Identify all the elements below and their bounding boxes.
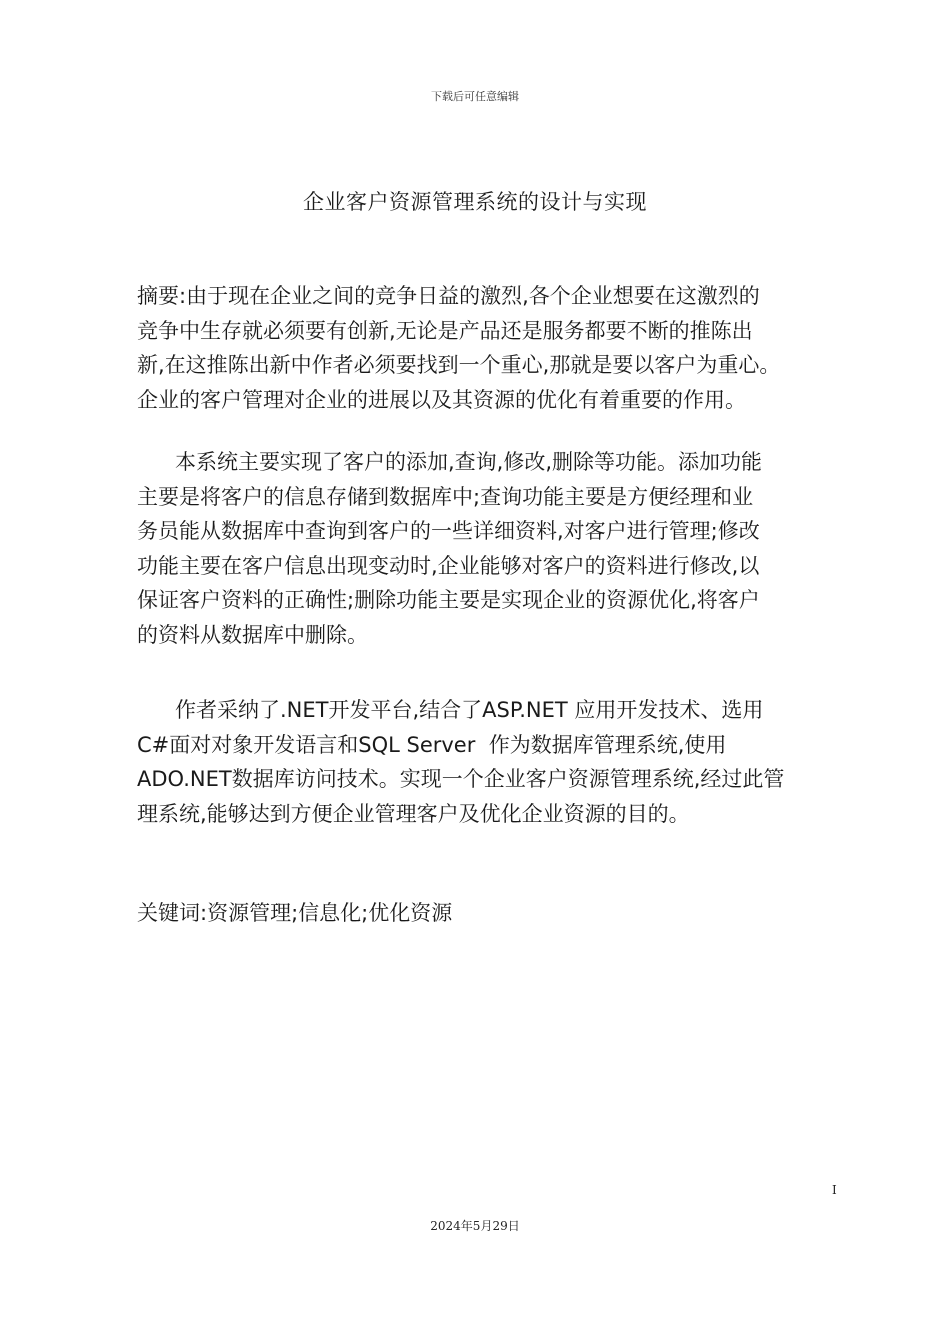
abstract-paragraph: [137, 279, 837, 417]
system-features-paragraph: [137, 445, 837, 652]
text-line: 新,在这推陈出新中作者必须要找到一个重心,那就是要以客户为重心。: [137, 353, 781, 377]
text-line: 作者采纳了.NET开发平台,结合了ASP.NET 应用开发技术、选用: [175, 698, 764, 722]
text-line: 保证客户资料的正确性;删除功能主要是实现企业的资源优化,将客户: [137, 588, 760, 612]
text-line: 功能主要在客户信息出现变动时,企业能够对客户的资料进行修改,以: [137, 553, 760, 578]
document-title: 企业客户资源管理系统的设计与实现: [303, 190, 647, 214]
technology-paragraph: [137, 693, 837, 831]
keywords-line: 关键词:资源管理;信息化;优化资源: [137, 901, 453, 925]
text-line: ADO.NET数据库访问技术。实现一个企业客户资源管理系统,经过此管: [137, 767, 785, 791]
text-line: 务员能从数据库中查询到客户的一些详细资料,对客户进行管理;修改: [137, 519, 760, 543]
text-line: C#面对对象开发语言和SQL Server 作为数据库管理系统,使用: [137, 732, 727, 757]
text-line: 理系统,能够达到方便企业管理客户及优化企业资源的目的。: [137, 801, 690, 826]
footer-date: 2024年5月29日: [430, 1219, 520, 1233]
page-header: 下载后可任意编辑: [431, 90, 519, 103]
text-line: 本系统主要实现了客户的添加,查询,修改,删除等功能。添加功能: [175, 450, 763, 474]
text-line: 企业的客户管理对企业的进展以及其资源的优化有着重要的作用。: [137, 387, 746, 412]
page-number: I: [832, 1183, 837, 1197]
text-line: 摘要:由于现在企业之间的竞争日益的激烈,各个企业想要在这激烈的: [137, 284, 760, 308]
text-line: 竞争中生存就必须要有创新,无论是产品还是服务都要不断的推陈出: [137, 318, 753, 343]
text-line: 主要是将客户的信息存储到数据库中;查询功能主要是方便经理和业: [137, 484, 754, 509]
text-line: 的资料从数据库中删除。: [137, 622, 368, 647]
